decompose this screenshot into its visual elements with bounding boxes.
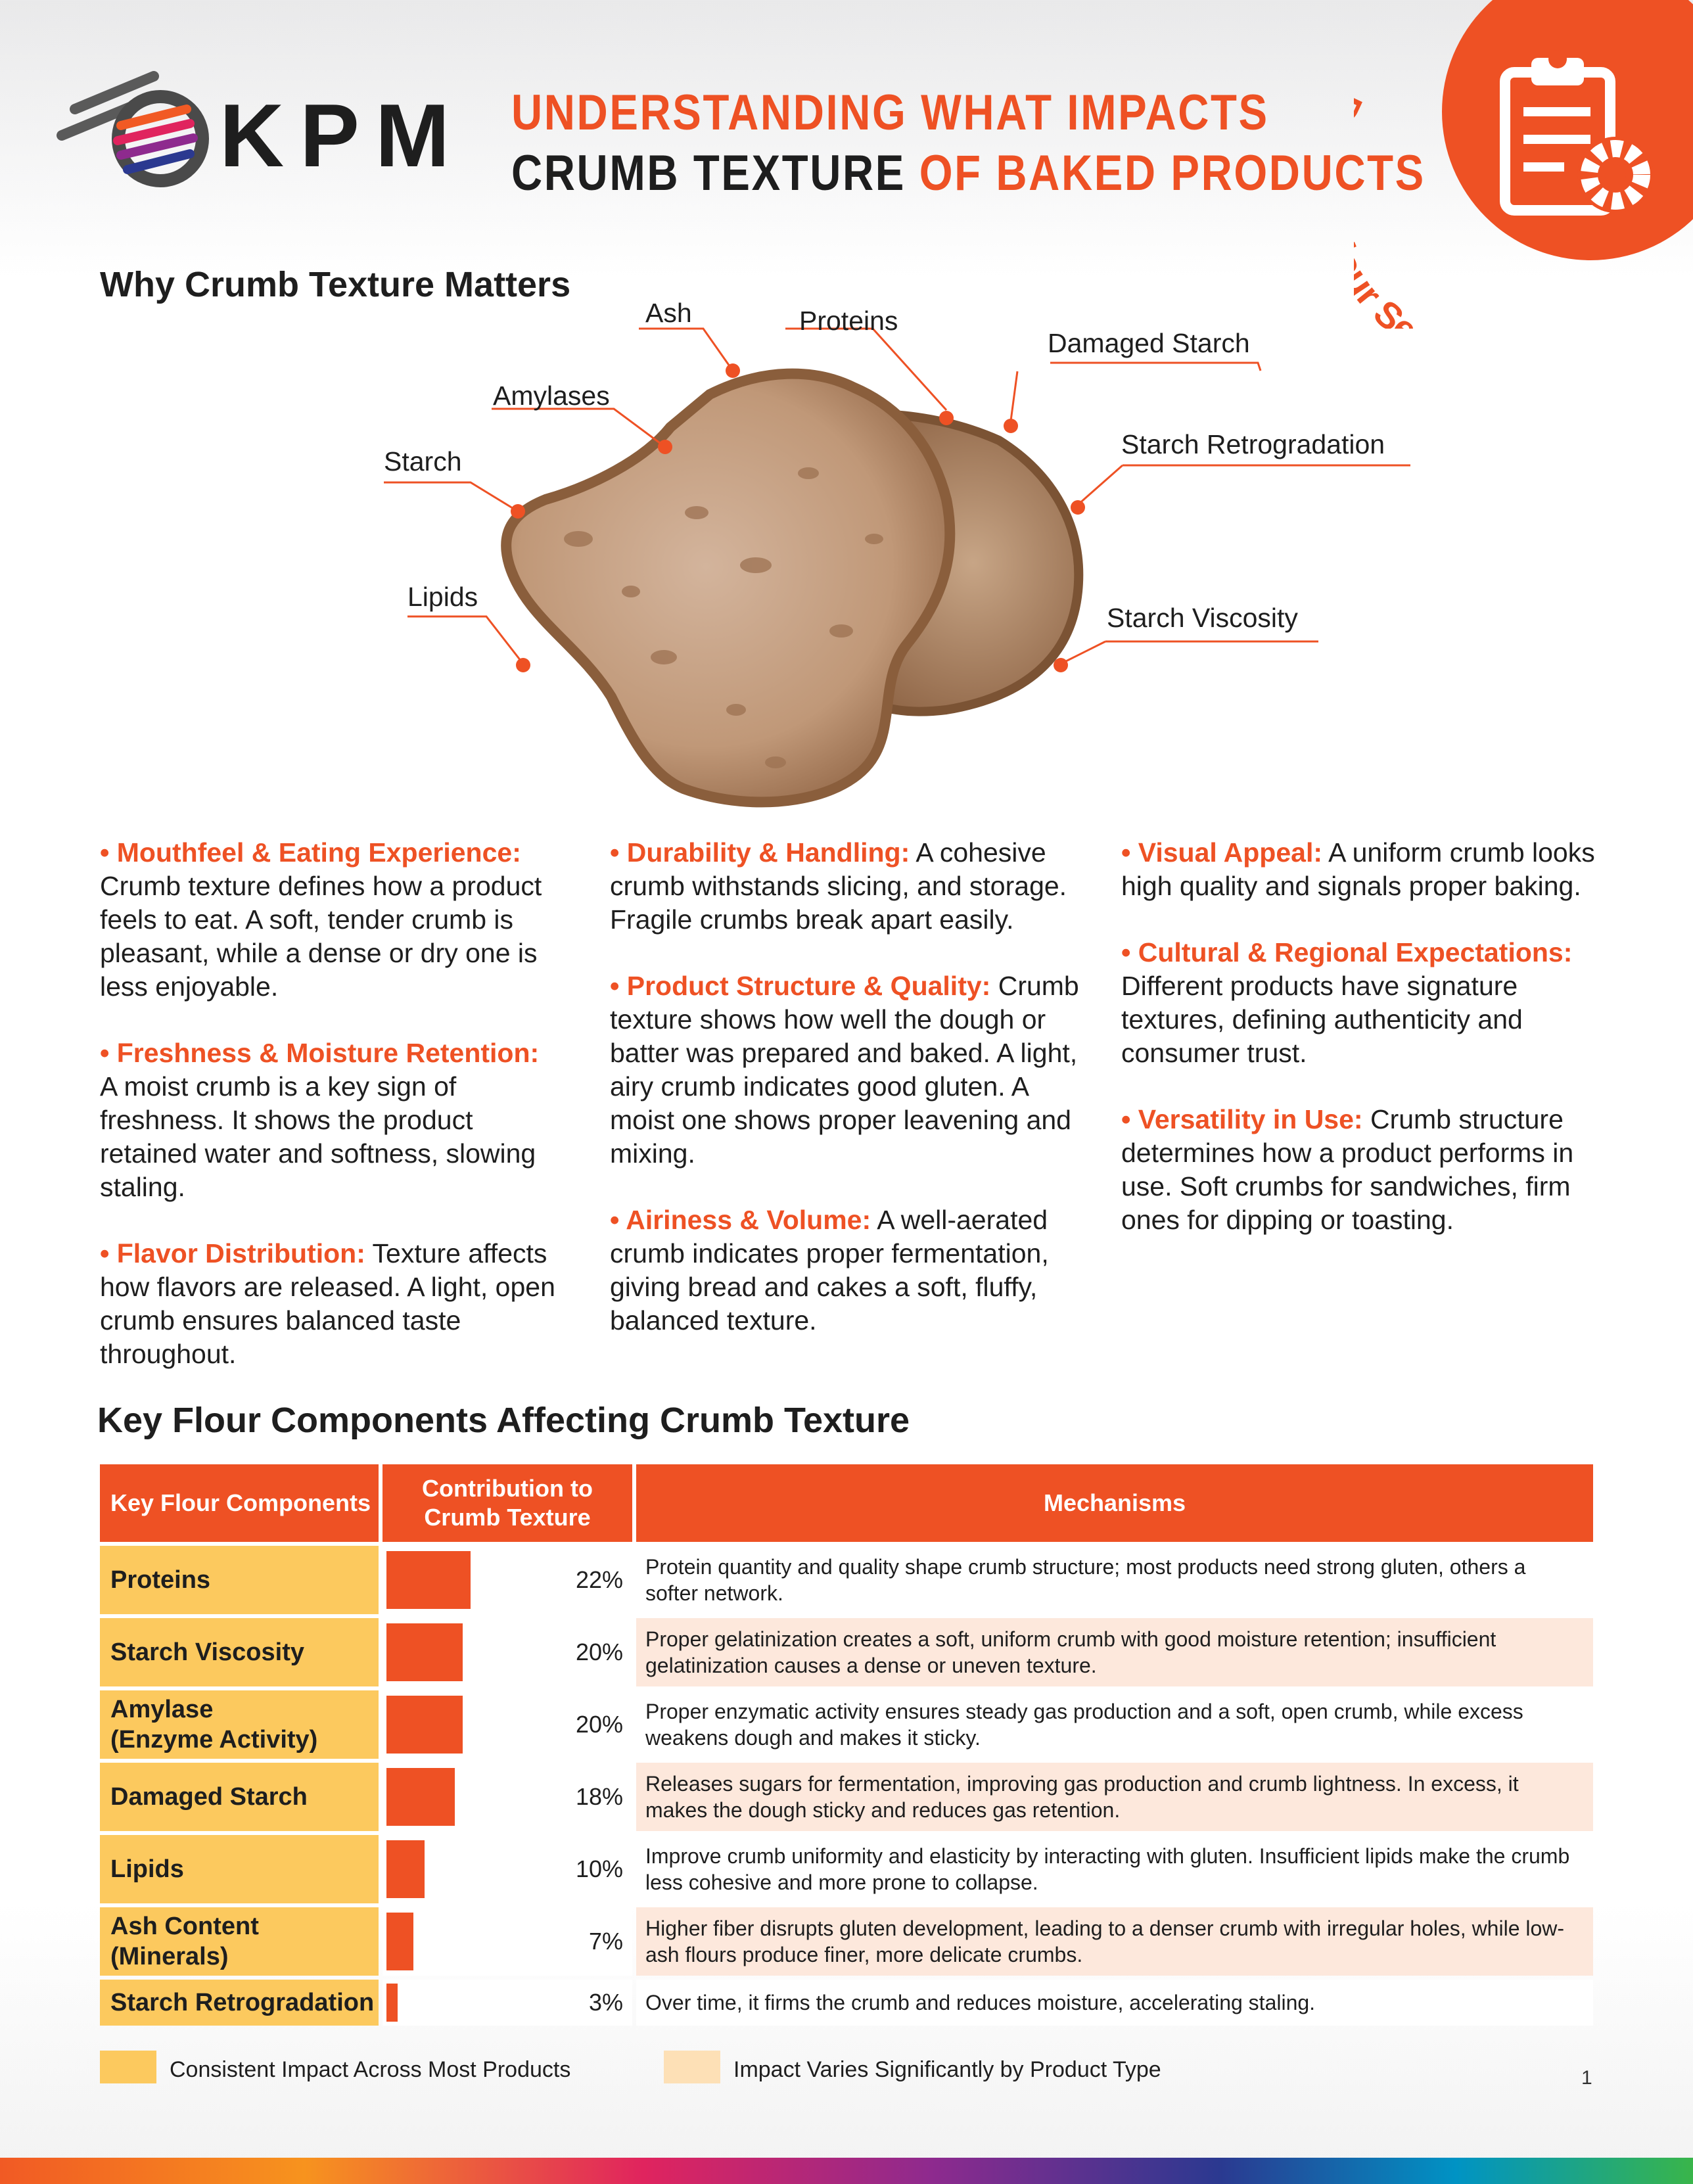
contribution-percent: 7% [588,1928,623,1955]
table-row [100,1980,1593,2026]
header-contribution: Contribution to Crumb Texture [383,1464,632,1542]
callout-damaged-starch: Damaged Starch [1048,328,1250,358]
footer-gradient-bar [0,2158,1693,2184]
contribution-bar [386,1696,463,1754]
contribution-bar [386,1623,463,1681]
bullet-freshness: • Freshness & Moisture Retention: A moist crumb is a key sign of freshness. It shows the product retained water and softness, slowing staling. [100,1038,540,1202]
table-row [100,1835,1593,1903]
contribution-cell [383,1618,632,1686]
contribution-bar [386,1913,413,1970]
mechanism-text: Higher fiber disrupts gluten development, leading to a denser crumb with irregular holes, while low-ash flours produce finer, more delicate crumbs. [636,1907,1593,1976]
legend-label-varies: Impact Varies Significantly by Product Type [733,2057,1161,2082]
components-table [100,1460,1593,2030]
logo-swoosh-icon [55,63,220,195]
bullet-durability: • Durability & Handling: A cohesive crumb withstands slicing, and storage. Fragile crumbs break apart easily. [610,837,1067,935]
contribution-cell [383,1835,632,1903]
callout-lipids: Lipids [407,582,478,612]
callout-amylases: Amylases [493,381,610,411]
badge-text: Se [1366,291,1426,329]
contribution-percent: 18% [575,1783,623,1810]
title-line-1: UNDERSTANDING WHAT IMPACTS [511,85,1269,141]
bullet-visual: • Visual Appeal: A uniform crumb looks high quality and signals proper baking. [1121,837,1595,901]
table-row [100,1763,1593,1831]
legend-label-consistent: Consistent Impact Across Most Products [170,2057,571,2082]
contribution-bar [386,1551,471,1609]
title-line-2-dark: CRUMB TEXTURE [511,145,906,201]
table-heading: Key Flour Components Affecting Crumb Texture [97,1401,910,1440]
bullet-cultural: • Cultural & Regional Expectations: Different products have signature textures, defining authenticity and consumer trust. [1121,937,1573,1068]
bullet-structure: • Product Structure & Quality: Crumb texture shows how well the dough or batter was prepared and baked. A light, airy crumb indicates good gluten. A moist one shows proper leavening and mixing. [610,971,1079,1169]
component-name: Proteins [100,1546,379,1614]
header-components: Key Flour Components [100,1464,379,1542]
contribution-percent: 20% [575,1711,623,1738]
legend-swatch-varies [664,2051,720,2083]
mechanism-text: Protein quantity and quality shape crumb structure; most products need strong gluten, others a softer network. [636,1546,1593,1614]
page-number: 1 [1581,2067,1592,2089]
contribution-bar [386,1840,425,1898]
kpm-logo [55,63,466,195]
logo-wordmark: KPM [220,85,466,185]
table-row [100,1690,1593,1759]
callout-proteins: Proteins [799,306,898,336]
component-name: Starch Viscosity [100,1618,379,1686]
callout-ash: Ash [645,298,692,328]
contribution-bar [386,1768,455,1826]
mechanism-text: Over time, it firms the crumb and reduces moisture, accelerating staling. [636,1980,1593,2026]
title-line-2-accent: OF BAKED PRODUCTS [919,145,1426,201]
contribution-cell [383,1763,632,1831]
contribution-cell [383,1980,632,2026]
bullet-flavor: • Flavor Distribution: Texture affects how flavors are released. A light, open crumb ensures balanced taste throughout. [100,1238,555,1369]
header-mechanisms: Mechanisms [636,1464,1593,1542]
contribution-cell [383,1690,632,1759]
table-row [100,1546,1593,1614]
contribution-percent: 20% [575,1638,623,1665]
component-name: Lipids [100,1835,379,1903]
mechanism-text: Proper gelatinization creates a soft, uniform crumb with good moisture retention; insufficient gelatinization causes a dense or uneven texture. [636,1618,1593,1686]
bullet-mouthfeel: • Mouthfeel & Eating Experience: Crumb texture defines how a product feels to eat. A soft, tender crumb is pleasant, while a dense or dry one is less enjoyable. [100,837,542,1002]
legend-swatch-consistent [100,2051,156,2083]
contribution-bar [386,1984,398,2022]
contribution-cell [383,1907,632,1976]
mechanism-text: Proper enzymatic activity ensures steady gas production and a soft, open crumb, while excess weakens dough and makes it sticky. [636,1690,1593,1759]
why-heading: Why Crumb Texture Matters [100,265,571,304]
contribution-percent: 10% [575,1855,623,1882]
callout-starch-retrogradation: Starch Retrogradation [1121,429,1385,459]
contribution-percent: 22% [575,1566,623,1593]
component-name: Ash Content (Minerals) [100,1907,379,1976]
bullet-column-1 [100,836,560,1404]
bread-diagram [0,276,1693,841]
contribution-percent: 3% [588,1989,623,2016]
mechanism-text: Releases sugars for fermentation, improving gas production and crumb lightness. In excess, it makes the dough sticky and reduces gas retention. [636,1763,1593,1831]
callout-starch: Starch [384,446,462,476]
component-name: Amylase (Enzyme Activity) [100,1690,379,1759]
bread-illustration [0,276,1693,841]
component-name: Starch Retrogradation [100,1980,379,2026]
title-line-2 [511,145,1426,201]
callout-starch-viscosity: Starch Viscosity [1107,603,1298,633]
table-row [100,1907,1593,1976]
bullet-column-2 [610,836,1090,1370]
contribution-cell [383,1546,632,1614]
bullet-column-3 [1121,836,1601,1270]
component-name: Damaged Starch [100,1763,379,1831]
bullet-versatility: • Versatility in Use: Crumb structure determines how a product performs in use. Soft crumbs for sandwiches, firm ones for dipping or toasting. [1121,1104,1574,1235]
table-row [100,1618,1593,1686]
bullet-airiness: • Airiness & Volume: A well-aerated crumb indicates proper fermentation, giving bread and cakes a soft, fluffy, balanced texture. [610,1205,1049,1336]
mechanism-text: Improve crumb uniformity and elasticity by interacting with gluten. Insufficient lipids make the crumb less cohesive and more prone to collapse. [636,1835,1593,1903]
